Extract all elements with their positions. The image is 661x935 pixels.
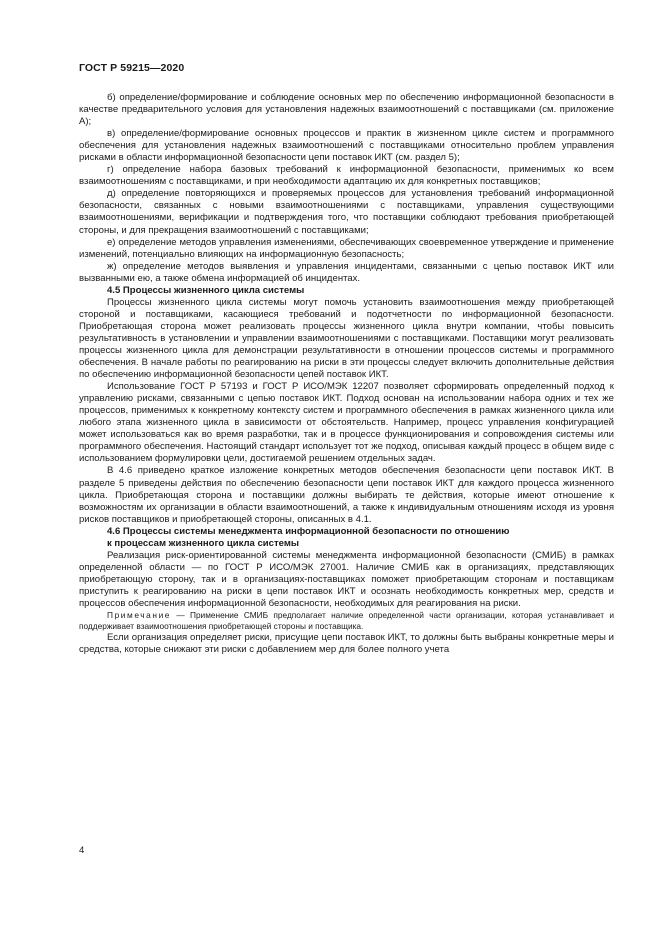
list-item-v: в) определение/формирование основных процессов и практик в жизненном цикле систем и программного обеспечения для установления надежных взаимоотношений с поставщиками относительно проблем управления рисками в области информационной безопасности цепи поставок ИКТ (см. раздел 5); bbox=[79, 128, 614, 164]
section-heading-4-6-line-2: к процессам жизненного цикла системы bbox=[107, 537, 300, 549]
section-4-5-paragraph-2: Использование ГОСТ Р 57193 и ГОСТ Р ИСО/МЭК 12207 позволяет сформировать определенный подход к управлению рисками, связанными с цепью поставок ИКТ. Подход основан на использовании набора одних и тех же процессов, применимых к конкретному контексту систем и программного обеспечения в рамках жизненного цикла или любого этапа жизненного цикла в зависимости от обстоятельств. Например, процесс управления конфигурацией может использоваться как во время разработки, так и в процессе функционирования и сопровождения системы или программного обеспечения. Настоящий стандарт использует тот же подход, описывая каждый процесс в общем виде с использованием формулировки цели, достигаемой решением отдельных задач. bbox=[79, 381, 614, 465]
document-body bbox=[79, 92, 614, 656]
page-number: 4 bbox=[79, 845, 85, 856]
section-heading-4-5: 4.5 Процессы жизненного цикла системы bbox=[107, 284, 305, 296]
note bbox=[79, 610, 614, 632]
note-label: Примечание bbox=[107, 610, 172, 621]
section-heading-4-6-line-1: 4.6 Процессы системы менеджмента информационной безопасности по отношению bbox=[107, 525, 510, 537]
list-item-zh: ж) определение методов выявления и управления инцидентами, связанными с цепью поставок ИКТ или вызванными ею, а также обмена информацией об инцидентах. bbox=[79, 260, 614, 284]
section-heading-4-6 bbox=[79, 526, 614, 550]
list-item-d: д) определение повторяющихся и проверяемых процессов для установления требований информационной безопасности, связанных с новыми взаимоотношениями с поставщиками, управления существующими взаимоотношениями, верификации и подтверждения того, что поставщики соблюдают требования приобретающей стороны, и для прекращения взаимоотношений с поставщиками; bbox=[79, 188, 614, 236]
section-4-5-paragraph-1: Процессы жизненного цикла системы могут помочь установить взаимоотношения между приобретающей стороной и поставщиками, касающиеся требований и подотчетности по информационной безопасности. Приобретающая сторона может реализовать процессы жизненного цикла внутри компании, чтобы повысить результативность в установлении и управлении взаимоотношениями с поставщиками. Поставщики могут реализовать процессы жизненного цикла для демонстрации результативности в отношении процессов системы и программного обеспечения. В начале работы по реагированию на риски в эти процессы следует включить дополнительные действия по обеспечению информационной безопасности цепей поставок ИКТ. bbox=[79, 296, 614, 381]
document-header: ГОСТ Р 59215—2020 bbox=[79, 62, 185, 74]
section-4-6-paragraph-1: Реализация риск-ориентированной системы менеджмента информационной безопасности (СМИБ) в рамках определенной области — по ГОСТ Р ИСО/МЭК 27001. Наличие СМИБ как в организациях, представляющих приобретающую сторону, так и в организациях-поставщиках поможет приобретающим сторонам и поставщикам приступить к реагированию на риски в цепи поставок ИКТ и осознать необходимость конкретных мер, средств и процессов обеспечения информационной безопасности, необходимых для реагирования на риски. bbox=[79, 549, 614, 609]
note-text: — Применение СМИБ предполагает наличие определенной части организации, которая устанавливает и поддерживает взаимоотношения приобретающей стороны и поставщика. bbox=[79, 610, 614, 632]
section-4-6-paragraph-2: Если организация определяет риски, присущие цепи поставок ИКТ, то должны быть выбраны конкретные меры и средства, которые снижают эти риски с добавлением мер для более полного учета bbox=[79, 632, 614, 656]
section-4-5-paragraph-3: В 4.6 приведено краткое изложение конкретных методов обеспечения безопасности цепи поставок ИКТ. В разделе 5 приведены действия по обеспечению безопасности цепи поставок ИКТ для каждого процесса жизненного цикла. Приобретающая сторона и поставщики должны выбирать те действия, которые имеют отношение к возможностям их организации в области взаимоотношений, а также к индивидуальным отношениям исходя из уровня рисков поставщиков и приобретающей стороны, описанных в 4.1. bbox=[79, 465, 614, 525]
list-item-e: е) определение методов управления изменениями, обеспечивающих своевременное утверждение и применение изменений, потенциально влияющих на информационную безопасность; bbox=[79, 236, 614, 260]
list-item-b: б) определение/формирование и соблюдение основных мер по обеспечению информационной безопасности в качестве предварительного условия для установления надежных взаимоотношений с поставщиками (см. приложение А); bbox=[79, 92, 614, 128]
list-item-g: г) определение набора базовых требований к информационной безопасности, применимых ко всем взаимоотношениям с поставщиками, и при необходимости адаптацию их для конкретных поставщиков; bbox=[79, 164, 614, 188]
